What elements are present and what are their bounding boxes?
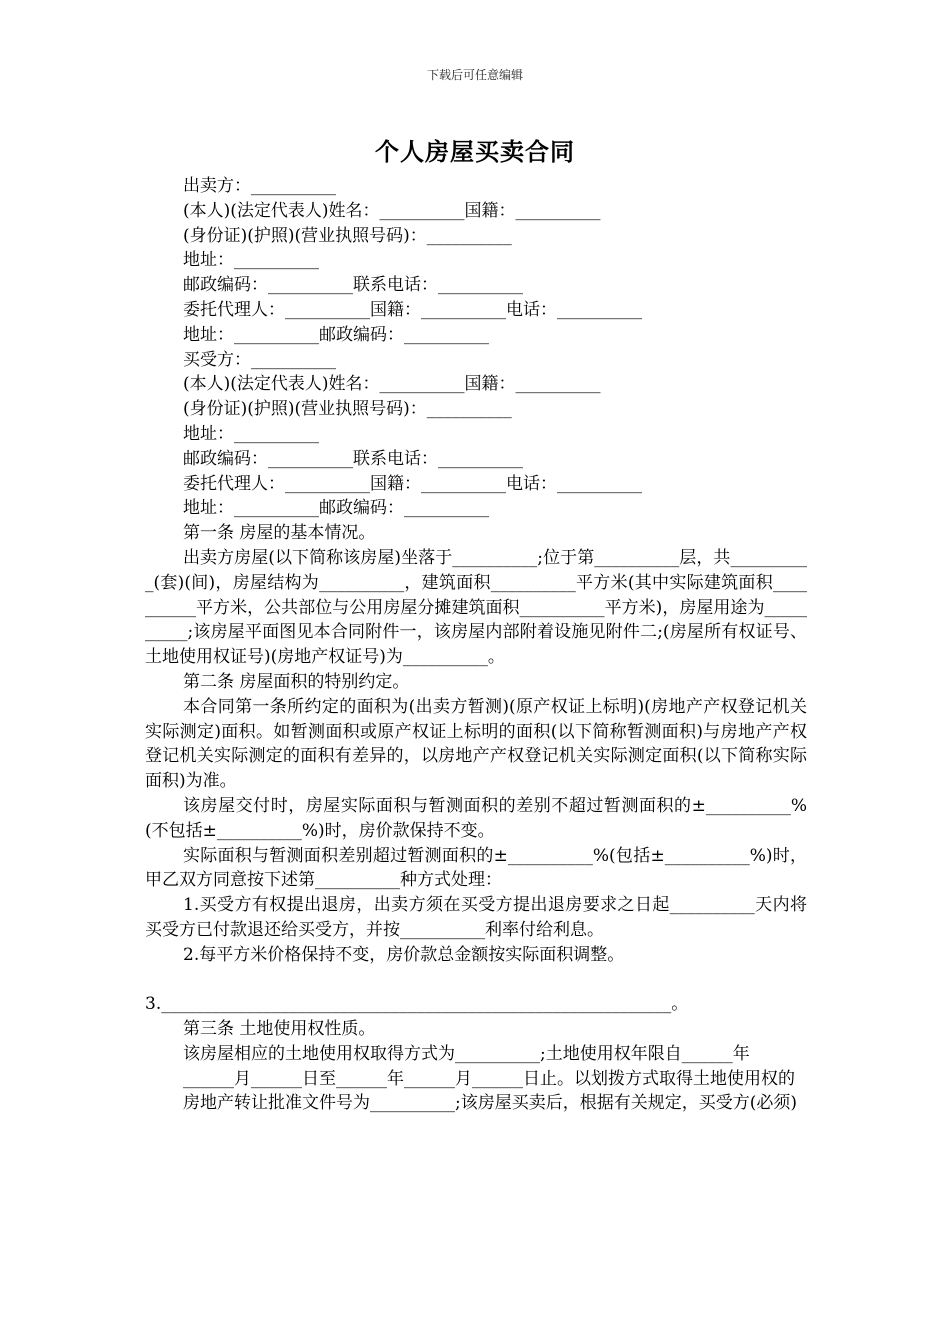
blank-line (145, 968, 807, 993)
buyer-id-number: (身份证)(护照)(营业执照号码)：__________ (183, 399, 512, 420)
article-2-body: 本合同第一条所约定的面积为(出卖方暂测)(原产权证上标明)(房地产产权登记机关实际测定)面积。如暂测面积或原产权证上标明的面积(以下简称暂测面积)与房地产产权登记机关实际测定的面积有差异的，以房地产产权登记机关实际测定面积(以下简称实际面积)为准。 (145, 696, 807, 792)
article-1-body: 出卖方房屋(以下简称该房屋)坐落于__________;位于第__________层，共__________(套)(间)，房屋结构为__________，建筑面积__________平方米(其中实际建筑面积__________平方米，公共部位与公用房屋分摊建筑面积__________平方米)，房屋用途为__________;该房屋平面图见本合同附件一，该房屋内部附着设施见附件二;(房屋所有权证号、土地使用权证号)(房地产权证号)为__________。 (145, 547, 807, 668)
seller-id-number: (身份证)(护照)(营业执照号码)：__________ (183, 225, 512, 246)
article-2-exceed: 实际面积与暂测面积差别超过暂测面积的±__________%(包括±__________%)时，甲乙双方同意按下述第__________种方式处理： (145, 845, 807, 891)
buyer-label: 买受方：__________ (183, 349, 336, 370)
article-3-body-2: ______月______日至______年______月______日止。以划拨方式取得土地使用权的 (183, 1068, 795, 1089)
document-title: 个人房屋买卖合同 (375, 137, 575, 166)
buyer-agent: 委托代理人：__________国籍：__________电话：__________ (183, 473, 642, 494)
article-2-heading: 第二条 房屋面积的特别约定。 (183, 671, 410, 692)
document-body (145, 174, 807, 1116)
buyer-name-nationality: (本人)(法定代表人)姓名：__________国籍：__________ (183, 374, 601, 395)
article-3-body-3: 房地产转让批准文件号为__________;该房屋买卖后，根据有关规定，买受方(必须) (183, 1093, 797, 1114)
article-2-tolerance: 该房屋交付时，房屋实际面积与暂测面积的差别不超过暂测面积的±__________%(不包括±__________%)时，房价款保持不变。 (145, 795, 807, 841)
seller-agent-address: 地址：__________邮政编码：__________ (183, 324, 489, 345)
seller-label: 出卖方：__________ (183, 176, 336, 196)
article-3-body-1: 该房屋相应的土地使用权取得方式为__________;土地使用权年限自______年 (183, 1043, 750, 1064)
article-2-option-2: 2.每平方米价格保持不变，房价款总金额按实际面积调整。 (183, 944, 625, 965)
seller-address: 地址：__________ (183, 250, 319, 271)
article-3-heading: 第三条 土地使用权性质。 (183, 1019, 376, 1040)
seller-postcode-phone: 邮政编码：__________联系电话：__________ (183, 275, 523, 296)
seller-agent: 委托代理人：__________国籍：__________电话：__________ (183, 299, 642, 320)
buyer-postcode-phone: 邮政编码：__________联系电话：__________ (183, 448, 523, 469)
buyer-address: 地址：__________ (183, 423, 319, 444)
seller-name-nationality: (本人)(法定代表人)姓名：__________国籍：__________ (183, 200, 601, 221)
buyer-agent-address: 地址：__________邮政编码：__________ (183, 498, 489, 519)
article-2-option-1: 1.买受方有权提出退房，出卖方须在买受方提出退房要求之日起__________天内将买受方已付款退还给买受方，并按__________利率付给利息。 (145, 895, 807, 940)
article-1-heading: 第一条 房屋的基本情况。 (183, 523, 376, 544)
article-2-option-3: 3.____________________________________________________________。 (145, 994, 689, 1015)
header-note: 下载后可任意编辑 (426, 68, 523, 82)
